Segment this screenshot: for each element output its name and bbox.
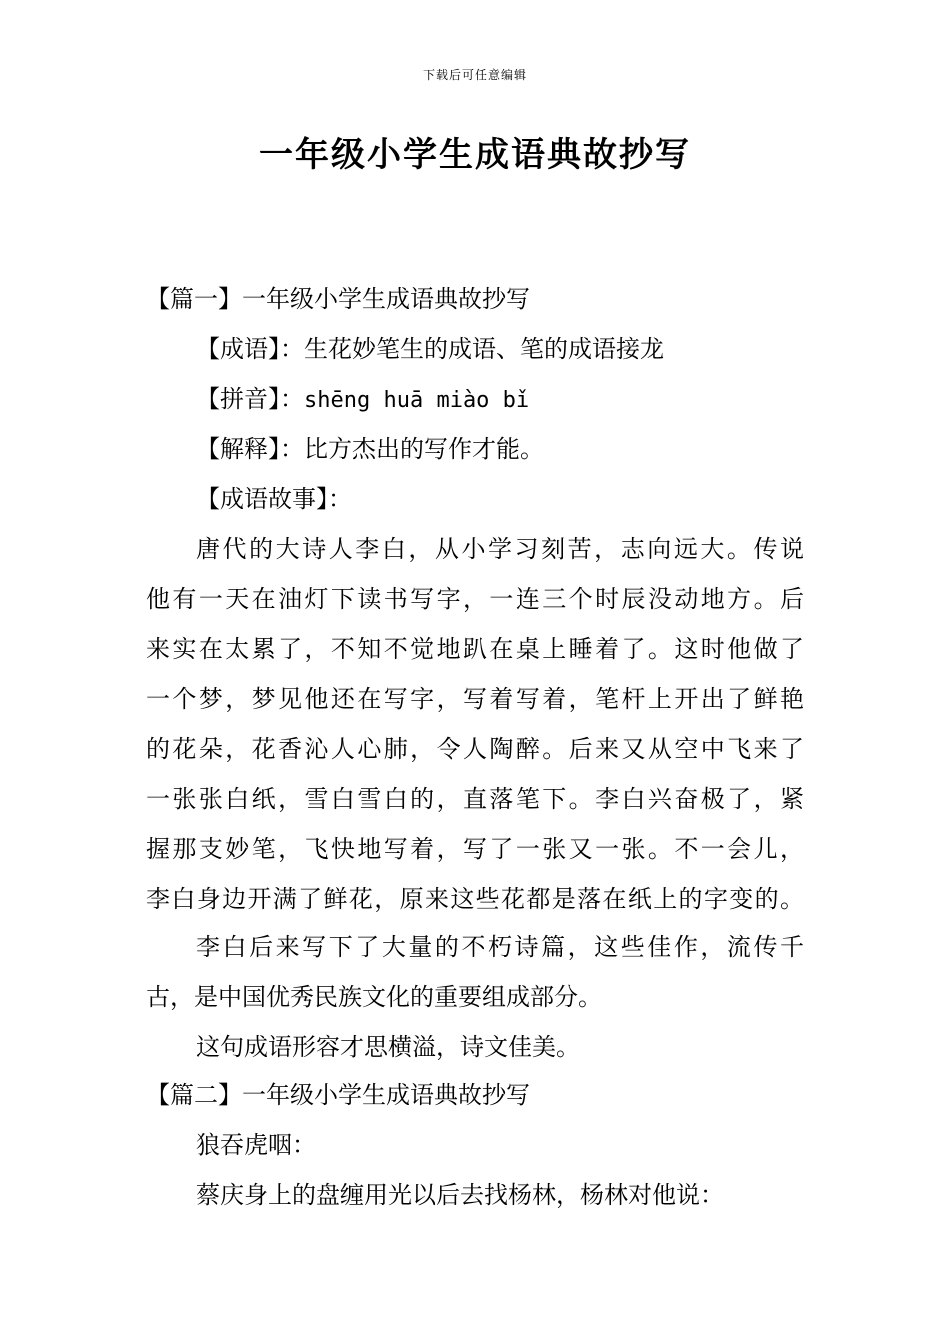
story-line: 握那支妙笔，飞快地写着，写了一张又一张。不一会儿， xyxy=(146,835,804,863)
story-label: 【成语故事】： xyxy=(196,485,352,513)
story-line: 他有一天在油灯下读书写字，一连三个时辰没动地方。后 xyxy=(146,585,804,613)
pinyin-label: 【拼音】： xyxy=(196,385,304,413)
story-line: 一张张白纸，雪白雪白的，直落笔下。李白兴奋极了，紧 xyxy=(146,785,804,813)
story-line: 来实在太累了，不知不觉地趴在桌上睡着了。这时他做了 xyxy=(146,635,804,663)
section2-idiom: 狼吞虎咽： xyxy=(196,1131,316,1159)
idiom-row xyxy=(196,337,664,361)
paragraph-line: 古，是中国优秀民族文化的重要组成部分。 xyxy=(146,983,602,1011)
document-title: 一年级小学生成语典故抄写 xyxy=(259,135,691,175)
header-note: 下载后可任意编辑 xyxy=(422,68,527,82)
section2-heading: 【篇二】一年级小学生成语典故抄写 xyxy=(146,1081,530,1109)
paragraph-line: 李白后来写下了大量的不朽诗篇，这些佳作，流传千 xyxy=(196,933,804,961)
story-line: 的花朵，花香沁人心肺，令人陶醉。后来又从空中飞来了 xyxy=(146,735,804,763)
idiom-label: 【成语】： xyxy=(196,335,304,363)
section2-first-line: 蔡庆身上的盘缠用光以后去找杨林，杨林对他说： xyxy=(196,1181,724,1209)
explain-value: 比方杰出的写作才能。 xyxy=(304,435,544,463)
story-line: 李白身边开满了鲜花，原来这些花都是落在纸上的字变的。 xyxy=(146,885,804,913)
story-line: 唐代的大诗人李白，从小学习刻苦，志向远大。传说 xyxy=(196,535,804,563)
explain-label: 【解释】： xyxy=(196,435,304,463)
explain-row xyxy=(196,437,544,461)
pinyin-row xyxy=(196,387,529,412)
summary-line: 这句成语形容才思横溢，诗文佳美。 xyxy=(196,1033,580,1061)
idiom-value: 生花妙笔生的成语、笔的成语接龙 xyxy=(304,335,664,363)
section1-heading: 【篇一】一年级小学生成语典故抄写 xyxy=(146,285,530,313)
pinyin-value: shēng huā miào bǐ xyxy=(304,388,530,413)
story-line: 一个梦，梦见他还在写字，写着写着，笔杆上开出了鲜艳 xyxy=(146,685,804,713)
